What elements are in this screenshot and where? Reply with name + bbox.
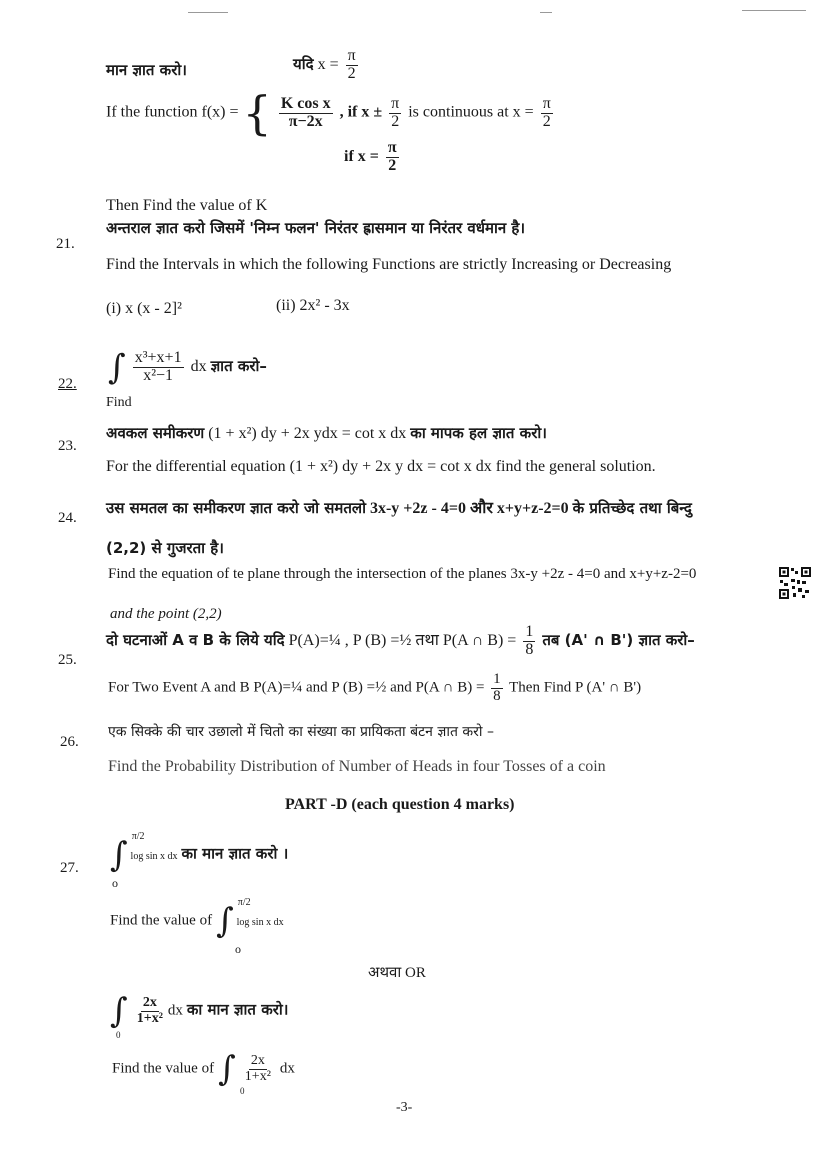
q22-hindi: ज्ञात करो– [210,356,267,375]
q20-if-x-eq-line [344,140,402,175]
integral-sign: ∫ [108,347,126,388]
one-eighth: $\frac{1}{8}$ [493,671,501,704]
q25-hindi-line [106,624,695,659]
pi-over-2: $\frac{\pi}{2}$ [542,94,551,130]
pi-over-2: $\frac{\pi}{2}$ [387,139,397,174]
scan-mark [540,12,552,13]
q22-find: Find [106,395,132,410]
q24-english-line1: Find the equation of te plane through the intersection of the planes 3x-y +2z - 4=0 and x+y+z-2=0 [108,566,697,582]
q25-probs: P(A)=¼ , P (B) =½ तथा P(A ∩ B) = [288,631,517,649]
q24-hindi-b: के प्रतिच्छेद तथा बिन्दु [572,499,692,517]
upper-limit: π/2 [237,896,251,908]
q27-integrand: log sin x dx [130,850,178,862]
integral-sign: ∫ [110,991,128,1031]
alt-dx: dx [279,1060,295,1077]
q21-part-i: (i) x (x - 2]² [106,300,182,317]
q25-hindi-a: दो घटनाओं A व B के लिये यदि [106,630,285,649]
q23-equation: (1 + x²) dy + 2x ydx = cot x dx [208,425,407,442]
q27-en-prefix: Find the value of [110,912,213,929]
q21-part-ii: (ii) 2x² - 3x [276,297,350,314]
q24-hindi-line1 [106,496,692,518]
alt-fraction: $\frac{2x}{\text{1+x²}}$ [136,994,163,1026]
q24-hindi-a: उस समतल का समीकरण ज्ञात करो जो समतलो [106,499,366,517]
q20-continuous: is continuous at x = [408,103,534,121]
q24-number: 24. [58,510,77,526]
one-eighth: $\frac{1}{8}$ [525,623,534,658]
q27-alt-en-prefix: Find the value of [112,1060,215,1077]
q27-number: 27. [60,860,79,876]
q27-alt-english [112,1049,295,1089]
q25-number: 25. [58,652,77,668]
q22-dx: dx [190,357,207,375]
q27-integrand: log sin x dx [236,916,284,928]
q23-hindi-line [106,423,547,443]
q23-number: 23. [58,438,77,454]
q24-point-hindi: (2,2) से गुजरता है। [106,539,224,557]
q22-integral-expr [108,347,267,388]
q20-x-eq: x = [317,55,339,73]
q21-hindi: अन्तराल ज्ञात करो जिसमें 'निम्न फलन' निरंतर ह्रासमान या निरंतर वर्धमान है। [106,219,526,237]
q27-alt-hindi-text: का मान ज्ञात करो। [186,1000,289,1019]
pi-over-2: $\frac{\pi}{2}$ [347,47,356,82]
q21-number: 21. [56,236,75,252]
q23-hindi-tail: का मापक हल ज्ञात करो। [410,424,547,442]
q25-english-line [108,672,641,705]
part-d-heading: PART -D (each question 4 marks) [285,796,515,813]
lower-limit: o [235,942,241,956]
q26-number: 26. [60,734,79,750]
q25-en-b: Then Find P (A' ∩ B') [509,679,642,696]
integral-sign: ∫ [110,835,128,875]
scan-mark [742,10,806,11]
q20-if-x-pm: , if x ± [339,103,383,121]
q27-hindi: का मान ज्ञात करो । [181,844,289,863]
q20-then-find: Then Find the value of K [106,197,268,214]
integral-sign: ∫ [218,1049,236,1089]
q20-hindi-if: यदि [293,54,314,73]
q21-english: Find the Intervals in which the following Functions are strictly Increasing or Decreasing [106,256,672,273]
upper-limit: π/2 [131,830,145,842]
q27-alt-hindi [110,991,289,1031]
q24-planes: 3x-y +2z - 4=0 और x+y+z-2=0 [369,500,569,517]
kcos-fraction: $\frac{\text{K cos x}}{\pi-2x}$ [280,94,331,130]
scan-mark [188,12,228,13]
q20-hindi-value: मान ज्ञात करो। [106,61,187,79]
qr-code-icon [778,566,812,600]
q25-en-a: For Two Event A and B P(A)=¼ and P (B) =½ and P(A ∩ B) = [108,679,485,696]
brace: { [242,86,272,140]
integral-sign: ∫ [216,901,234,941]
q24-english-line2: and the point (2,2) [110,606,222,622]
q20-if-x-eq: if x = [344,147,379,165]
q20-hindi-condition [293,48,361,83]
or-separator: अथवा OR [368,965,426,981]
q22-fraction: $\frac{\text{x³+x+1}}{\text{x²−1}}$ [134,349,182,384]
q26-hindi: एक सिक्के की चार उछालो में चितो का संख्या का प्रायिकता बंटन ज्ञात करो – [108,724,494,740]
pi-over-2: $\frac{\pi}{2}$ [391,94,400,130]
alt-fraction: $\frac{2x}{\text{1+x²}}$ [244,1052,271,1084]
q25-hindi-b: तब (A' ∩ B') ज्ञात करो– [542,630,695,649]
q23-english: For the differential equation (1 + x²) dy + 2x y dx = cot x dx find the general solution. [106,458,656,475]
q22-number: 22. [58,376,77,392]
q23-hindi-label: अवकल समीकरण [106,424,205,442]
alt-dx: dx [167,1002,183,1019]
q20-en-prefix: If the function f(x) = [106,103,239,121]
alt-lower-limit: 0 [240,1086,245,1096]
alt-lower-limit: 0 [116,1030,121,1040]
q26-english: Find the Probability Distribution of Number of Heads in four Tosses of a coin [108,758,606,775]
lower-limit: o [112,876,118,890]
page-number: -3- [396,1100,413,1115]
q20-function-def [106,86,556,140]
